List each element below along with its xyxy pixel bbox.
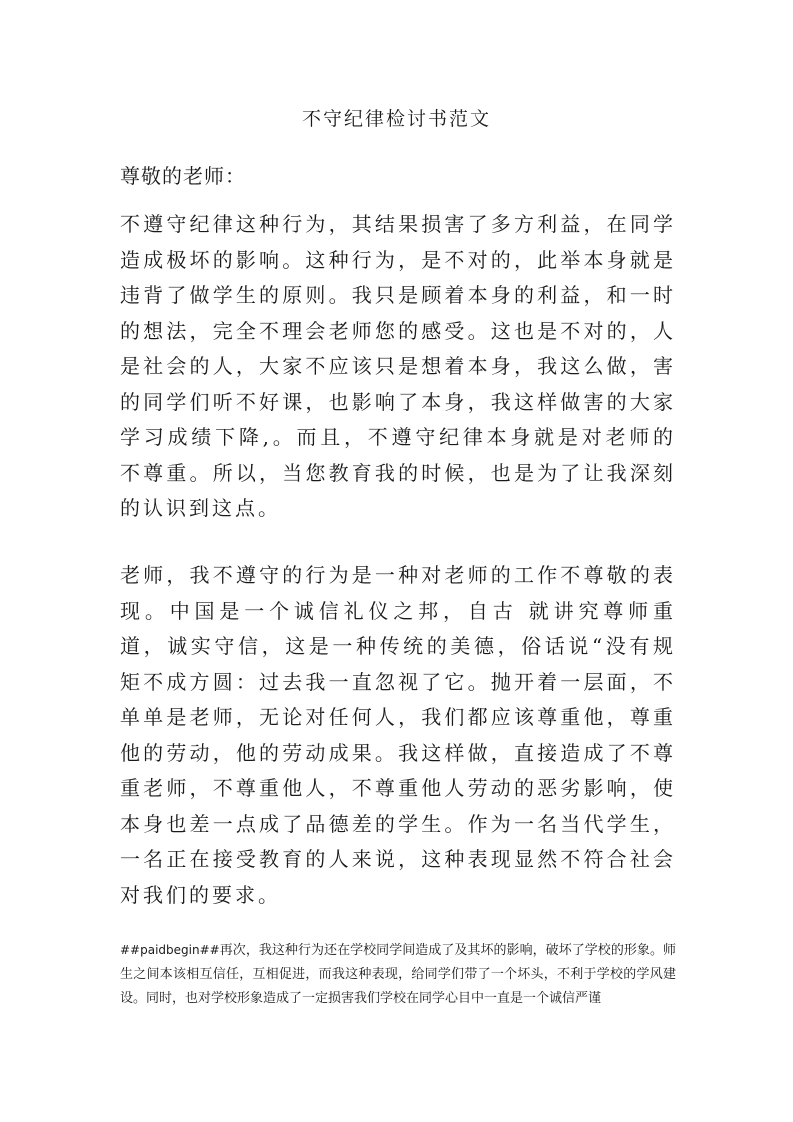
paid-marker: ##paidbegin## <box>120 943 220 957</box>
body-paragraph-1: 不遵守纪律这种行为，其结果损害了多方利益，在同学造成极坏的影响。这种行为，是不对的，此举本身就是违背了做学生的原则。我只是顾着本身的利益，和一时的想法，完全不理会老师您的感受。这也是不对的，人是社会的人，大家不应该只是想着本身，我这么做，害的同学们听不好课，也影响了本身，我这样做害的大家学习成绩下降,。而且，不遵守纪律本身就是对老师的不尊重。所以，当您教育我的时候，也是为了让我深刻的认识到这点。 <box>120 212 676 520</box>
body-paragraph-3-text: 再次，我这种行为还在学校同学间造成了及其坏的影响，破坏了学校的形象。师生之间本该相互信任，互相促进，而我这种表现，给同学们带了一个坏头，不利于学校的学风建设。同时，也对学校形象造成了一定损害我们学校在同学心目中一直是一个诚信严谨 <box>120 943 676 1006</box>
body-paragraph-2: 老师，我不遵守的行为是一种对老师的工作不尊敬的表现。中国是一个诚信礼仪之邦，自古 就讲究尊师重道，诚实守信，这是一种传统的美德，俗话说“没有规矩不成方圆：过去我一直忽视了它。抛开着一层面，不单单是老师，无论对任何人，我们都应该尊重他，尊重他的劳动，他的劳动成果。我这样做，直接造成了不尊重老师，不尊重他人，不尊重他人劳动的恶劣影响，使本身也差一点成了品德差的学生。作为一名当代学生，一名正在接受教育的人来说，这种表现显然不符合社会对我们的要求。 <box>120 563 676 907</box>
salutation: 尊敬的老师： <box>120 164 246 188</box>
body-paragraph-3 <box>120 938 676 1011</box>
document-title: 不守纪律检讨书范文 <box>301 108 491 130</box>
